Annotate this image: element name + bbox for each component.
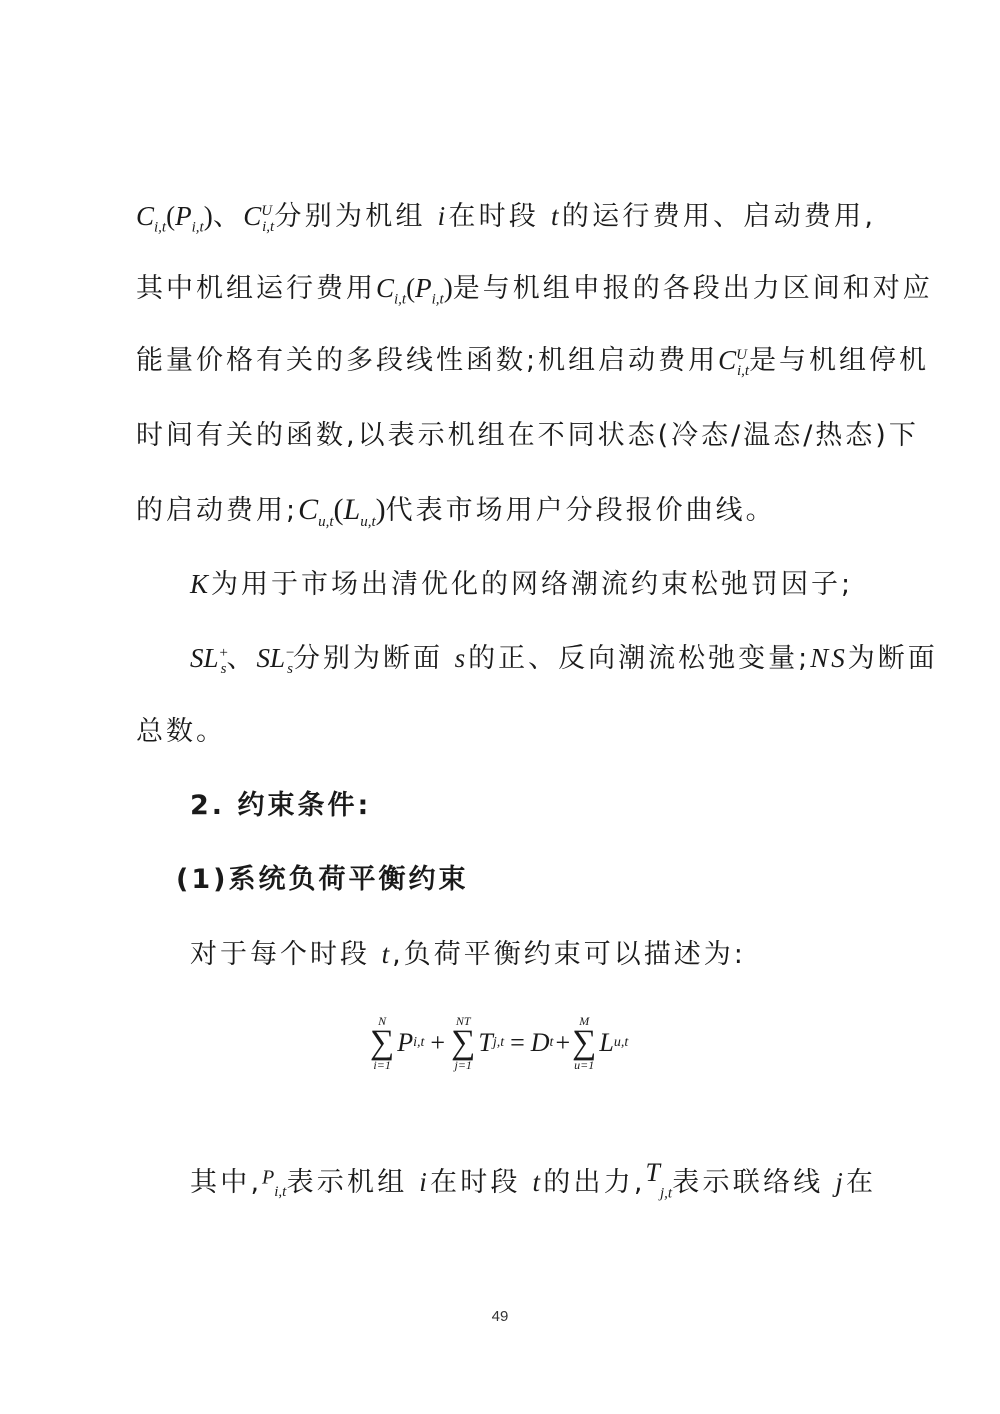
summation-1 bbox=[370, 1014, 394, 1072]
sum-lower-limit: i=1 bbox=[373, 1058, 391, 1072]
summation-2 bbox=[451, 1014, 475, 1072]
paragraph-line bbox=[190, 638, 938, 679]
subsection-heading-text: (1)系统负荷平衡约束 bbox=[176, 864, 469, 895]
text-span: 为断面 bbox=[847, 643, 938, 674]
section-heading-text: 2. 约束条件: bbox=[190, 790, 372, 821]
text-span: 对于每个时段 bbox=[190, 939, 370, 970]
symbol-k: K bbox=[190, 569, 212, 599]
math-slack-positive: $SL^+_s$ bbox=[190, 643, 229, 678]
summation-3 bbox=[572, 1014, 596, 1072]
section-heading bbox=[190, 786, 876, 826]
paragraph-line bbox=[136, 416, 919, 456]
text-span: 表示机组 bbox=[286, 1167, 408, 1198]
paragraph-line bbox=[190, 934, 876, 975]
subscript: i,t bbox=[413, 1035, 425, 1050]
text-span: 、 bbox=[212, 201, 244, 232]
text-span: ,负荷平衡约束可以描述为: bbox=[392, 939, 746, 970]
text-span: 在时段 bbox=[448, 201, 540, 232]
math-user-cost: $C_{u,t}(L_{u,t})$ bbox=[298, 493, 386, 530]
text-span: 、 bbox=[226, 643, 257, 674]
math-cost-run: $C_{i,t}(P_{i,t})$ bbox=[136, 201, 213, 236]
math-cost-startup: $C^U_{i,t}$ bbox=[243, 201, 275, 236]
sigma-symbol: ∑ bbox=[370, 1024, 395, 1061]
text-span: 为用于市场出清优化的网络潮流约束松弛罚因子; bbox=[211, 569, 854, 600]
text-span: 在 bbox=[845, 1167, 876, 1198]
text-span: 是与机组停机 bbox=[749, 345, 930, 376]
sigma-symbol: ∑ bbox=[451, 1024, 476, 1061]
sum-lower-limit: u=1 bbox=[574, 1058, 595, 1072]
text-span: 其中机组运行费用 bbox=[136, 273, 376, 304]
paragraph-line bbox=[136, 268, 933, 309]
paragraph-line bbox=[136, 196, 876, 237]
symbol-i: i bbox=[437, 201, 449, 231]
subscript: j,t bbox=[492, 1035, 505, 1050]
sum-upper-limit: NT bbox=[455, 1014, 471, 1028]
text-span: 在时段 bbox=[429, 1167, 521, 1198]
var-p: P bbox=[397, 1028, 414, 1057]
symbol-s: s bbox=[454, 643, 469, 673]
plus-operator: + bbox=[430, 1028, 446, 1057]
symbol-ns: NS bbox=[810, 643, 848, 673]
text-span: 分别为断面 bbox=[293, 643, 443, 674]
math-t-jt: $^T_{j,t}$ bbox=[645, 1158, 673, 1202]
equals-operator: = bbox=[510, 1028, 525, 1057]
load-balance-formula bbox=[370, 1008, 628, 1078]
subscript: u,t bbox=[613, 1035, 629, 1050]
math-cost-startup: $C^U_{i,t}$ bbox=[718, 345, 750, 380]
text-span: 的运行费用、启动费用, bbox=[561, 201, 877, 232]
sum-upper-limit: N bbox=[378, 1014, 387, 1028]
symbol-t: t bbox=[551, 201, 562, 231]
symbol-j: j bbox=[835, 1167, 846, 1197]
sigma-symbol: ∑ bbox=[572, 1024, 597, 1061]
plus-operator: + bbox=[555, 1028, 571, 1057]
paragraph-line bbox=[136, 490, 876, 531]
paragraph-line bbox=[190, 564, 876, 605]
text-span: 分别为机组 bbox=[274, 201, 426, 232]
text-span: 是与机组申报的各段出力区间和对应 bbox=[452, 273, 933, 304]
subscript: t bbox=[549, 1035, 554, 1050]
text-span: 的正、反向潮流松弛变量; bbox=[468, 643, 811, 674]
text-span: 能量价格有关的多段线性函数;机组启动费用 bbox=[136, 345, 719, 376]
var-l: L bbox=[599, 1028, 614, 1057]
paragraph-line bbox=[136, 340, 930, 381]
text-span: 的启动费用; bbox=[136, 495, 299, 526]
symbol-i: i bbox=[419, 1167, 430, 1197]
math-p-it: $^P_{i,t}$ bbox=[262, 1166, 287, 1200]
text-span: 代表市场用户分段报价曲线。 bbox=[385, 495, 776, 526]
text-span: 表示联络线 bbox=[672, 1167, 824, 1198]
text-span: 时间有关的函数,以表示机组在不同状态(冷态/温态/热态)下 bbox=[136, 420, 919, 451]
symbol-t: t bbox=[532, 1167, 544, 1197]
sum-lower-limit: j=1 bbox=[454, 1058, 472, 1072]
text-span: 的出力, bbox=[543, 1167, 646, 1198]
paragraph-line bbox=[136, 712, 876, 752]
var-d: D bbox=[530, 1028, 550, 1057]
symbol-t: t bbox=[381, 939, 393, 969]
text-span: 总数。 bbox=[136, 716, 226, 747]
text-span: 其中, bbox=[190, 1167, 263, 1198]
sum-upper-limit: M bbox=[579, 1014, 590, 1028]
math-cost-run: $C_{i,t}(P_{i,t})$ bbox=[376, 273, 453, 308]
subsection-heading bbox=[176, 860, 876, 900]
math-slack-negative: $SL^-_s$ bbox=[256, 643, 296, 678]
var-t: T bbox=[478, 1028, 493, 1057]
page-number: 49 bbox=[491, 1308, 509, 1325]
paragraph-line bbox=[190, 1158, 876, 1205]
